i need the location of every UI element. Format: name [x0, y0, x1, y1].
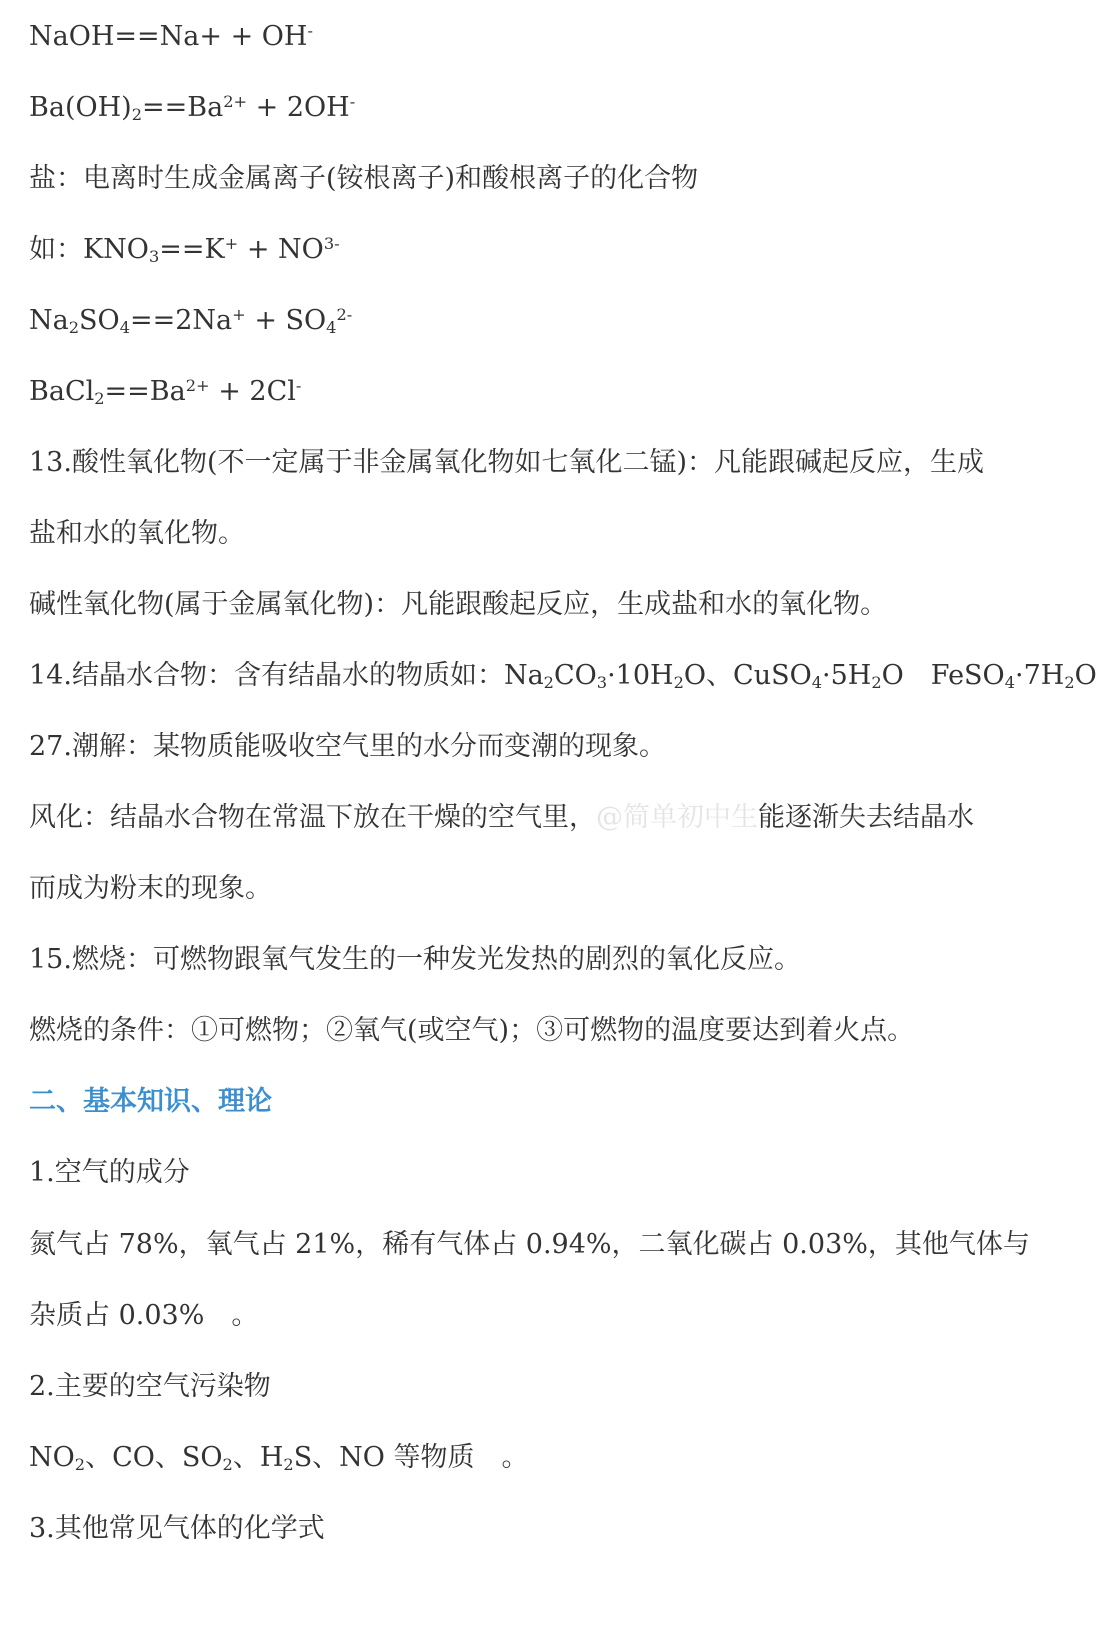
line-common-gases-title: [29, 1509, 1051, 1549]
line-air-composition-title: [29, 1153, 1051, 1193]
text-run: 风化：结晶水合物在常温下放在干燥的空气里，: [29, 802, 596, 833]
subscript: 2: [131, 105, 142, 125]
subscript: 2: [871, 673, 882, 693]
text-run: 碱性氧化物(属于金属氧化物)：凡能跟酸起反应，生成盐和水的氧化物。: [29, 589, 888, 620]
subscript: 2: [94, 389, 105, 409]
text-run: 14.结晶水合物：含有结晶水的物质如：Na: [29, 660, 544, 691]
superscript: -: [349, 92, 356, 112]
subscript: 4: [1004, 673, 1015, 693]
line-air-pollutants-title: [29, 1367, 1051, 1407]
line-bacl2-ionization: [29, 372, 1051, 412]
subscript: 3: [596, 673, 608, 693]
text-run: 、CO、SO: [85, 1442, 223, 1473]
line-baoh2-ionization: [29, 88, 1051, 128]
line-na2so4-ionization: [29, 301, 1051, 341]
superscript: 3-: [323, 234, 340, 254]
superscript: -: [295, 376, 302, 396]
text-run: ==Ba: [104, 376, 186, 407]
text-run: 而成为粉末的现象。: [29, 873, 272, 904]
line-combustion-definition: [29, 940, 1051, 980]
subscript: 2: [1064, 673, 1075, 693]
text-run: + NO: [238, 234, 324, 265]
text-run: O: [1074, 660, 1097, 691]
subscript: 2: [222, 1455, 233, 1475]
superscript: 2+: [185, 376, 210, 396]
text-run: 27.潮解：某物质能吸收空气里的水分而变潮的现象。: [29, 731, 666, 762]
text-run: 、H: [232, 1442, 284, 1473]
text-run: 3.其他常见气体的化学式: [29, 1513, 325, 1544]
subscript: 2: [673, 673, 684, 693]
subscript: 2: [283, 1455, 294, 1475]
text-run: Na: [29, 305, 69, 336]
superscript: 2+: [223, 92, 248, 112]
text-run: + 2Cl: [209, 376, 296, 407]
text-run: 盐和水的氧化物。: [29, 518, 245, 549]
text-run: NaOH==Na+ + OH: [29, 21, 308, 52]
line-naoh-ionization: [29, 17, 1051, 57]
subscript: 3: [148, 247, 160, 267]
text-run: 1.空气的成分: [29, 1157, 190, 1188]
text-run: 杂质占 0.03% 。: [29, 1300, 259, 1331]
line-acidic-oxide-definition: [29, 443, 1051, 483]
subscript: 2: [543, 673, 554, 693]
text-run: ·5H: [822, 660, 872, 691]
line-basic-oxide-definition: [29, 585, 1051, 625]
text-run: ==K: [159, 234, 225, 265]
text-run: ·10H: [607, 660, 674, 691]
text-run: 2.主要的空气污染物: [29, 1371, 271, 1402]
text-run: 13.酸性氧化物(不一定属于非金属氧化物如七氧化二锰)：凡能跟碱起反应，生成: [29, 447, 985, 478]
text-run: NO: [29, 1442, 75, 1473]
text-run: ==Ba: [142, 92, 224, 123]
text-run: CO: [553, 660, 597, 691]
line-salt-definition: [29, 159, 1051, 199]
text-run: 氮气占 78%，氧气占 21%，稀有气体占 0.94%，二氧化碳占 0.03%，其他气体与: [29, 1229, 1030, 1260]
subscript: 2: [74, 1455, 86, 1475]
line-acidic-oxide-continued: [29, 514, 1051, 554]
text-run: Ba(OH): [29, 92, 132, 123]
text-run: 如：KNO: [29, 234, 149, 265]
superscript: +: [224, 234, 239, 254]
text-run: 15.燃烧：可燃物跟氧气发生的一种发光发热的剧烈的氧化反应。: [29, 944, 801, 975]
text-run: S、NO 等物质 。: [293, 1442, 529, 1473]
text-run: ·7H: [1015, 660, 1065, 691]
text-run: + SO: [245, 305, 327, 336]
line-air-pollutants-list: [29, 1438, 1051, 1478]
subscript: 4: [811, 673, 823, 693]
section-heading-basic-knowledge: [29, 1082, 1051, 1122]
line-efflorescence-continued: [29, 869, 1051, 909]
text-run: SO: [79, 305, 120, 336]
subscript: 4: [119, 318, 130, 338]
line-air-composition-values: [29, 1225, 1051, 1265]
text-run: 二、基本知识、理论: [29, 1086, 272, 1117]
line-efflorescence-definition: [29, 798, 1051, 838]
text-run: + 2OH: [247, 92, 350, 123]
subscript: 4: [326, 318, 337, 338]
subscript: 2: [68, 318, 80, 338]
line-kno3-ionization: [29, 230, 1051, 270]
superscript: +: [232, 305, 246, 325]
text-run: ==2Na: [130, 305, 233, 336]
text-run: BaCl: [29, 376, 95, 407]
line-deliquescence-definition: [29, 727, 1051, 767]
superscript: -: [307, 21, 313, 41]
text-run: 燃烧的条件：①可燃物；②氧气(或空气)；③可燃物的温度要达到着火点。: [29, 1015, 915, 1046]
text-run: 盐：电离时生成金属离子(铵根离子)和酸根离子的化合物: [29, 163, 699, 194]
text-run: 能逐渐失去结晶水: [758, 802, 974, 833]
text-run: O、CuSO: [683, 660, 812, 691]
text-run: O FeSO: [881, 660, 1005, 691]
line-air-composition-continued: [29, 1296, 1051, 1336]
superscript: 2-: [336, 305, 353, 325]
line-hydrate-definition: [29, 656, 1097, 696]
watermark-text: @简单初中生: [596, 802, 758, 833]
line-combustion-conditions: [29, 1011, 1051, 1051]
